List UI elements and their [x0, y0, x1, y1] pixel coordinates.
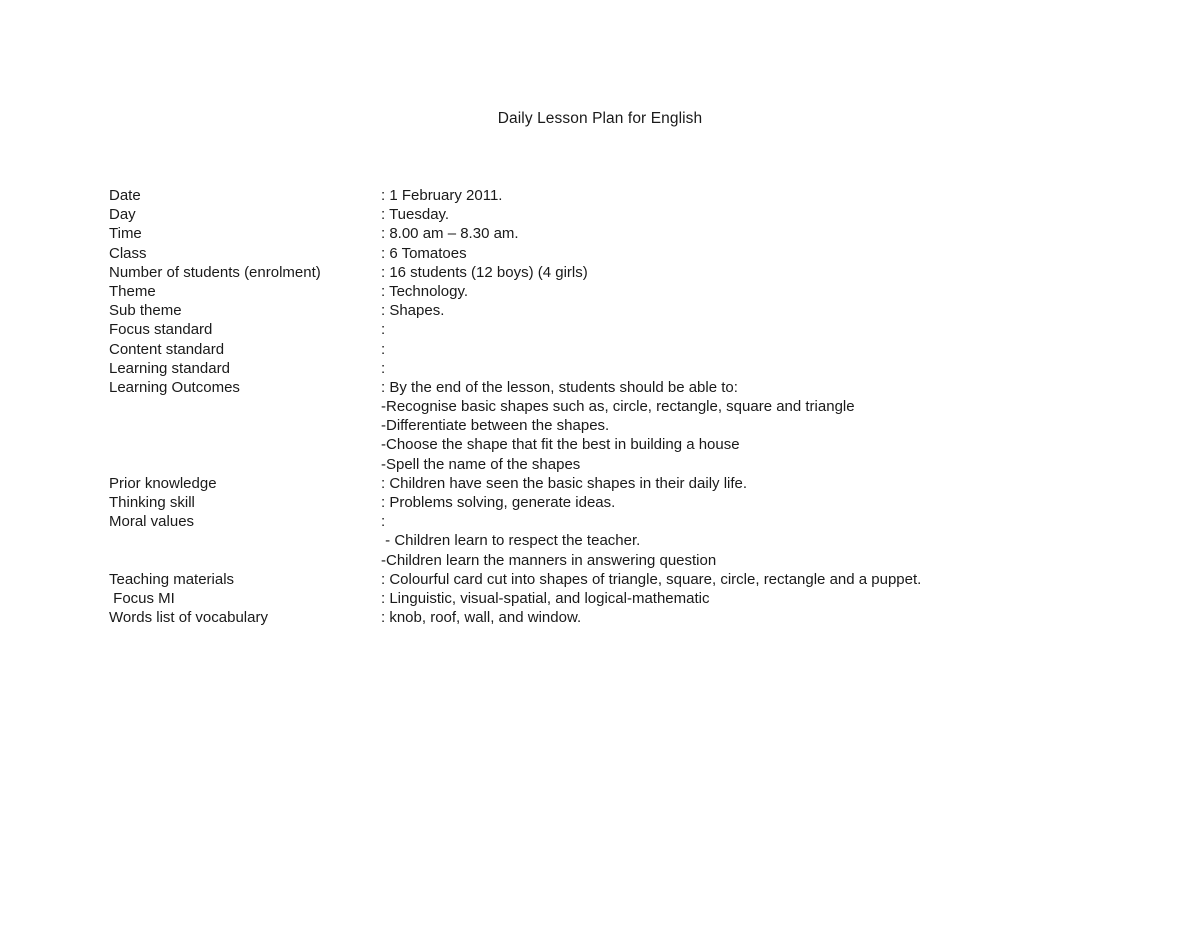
row-value: -Differentiate between the shapes. — [381, 417, 610, 435]
row-label: Learning standard — [109, 359, 230, 377]
plan-row-outcome-item — [109, 397, 1169, 416]
row-label: Sub theme — [109, 302, 182, 320]
row-value: : Linguistic, visual-spatial, and logical-mathematic — [381, 589, 710, 607]
row-label — [109, 551, 381, 570]
plan-row-moral-item — [109, 551, 1169, 570]
row-value: : — [381, 340, 386, 358]
row-label: Focus MI — [109, 589, 175, 607]
row-value: : knob, roof, wall, and window. — [381, 609, 582, 627]
plan-row-learning-outcomes — [109, 378, 1169, 397]
row-value: -Children learn the manners in answering question — [381, 551, 717, 569]
plan-row-class — [109, 244, 1169, 263]
row-value: : 6 Tomatoes — [381, 244, 467, 262]
row-value: : Problems solving, generate ideas. — [381, 494, 616, 511]
plan-row-focus-mi — [109, 589, 1169, 608]
row-label: Moral values — [109, 513, 195, 531]
plan-row-learning-standard — [109, 359, 1169, 378]
row-label: Teaching materials — [109, 570, 235, 588]
plan-row-vocabulary — [109, 608, 1169, 627]
plan-row-sub-theme — [109, 301, 1169, 320]
plan-row-prior-knowledge — [109, 474, 1169, 493]
row-value: : — [381, 359, 386, 377]
plan-row-thinking-skill — [109, 493, 1169, 512]
row-value: -Choose the shape that fit the best in building a house — [381, 436, 740, 454]
row-label: Thinking skill — [109, 494, 195, 511]
row-label — [109, 397, 381, 416]
row-value: : Tuesday. — [381, 206, 450, 224]
row-label — [109, 531, 381, 550]
row-label: Content standard — [109, 340, 225, 358]
row-label: Theme — [109, 282, 156, 300]
row-label: Prior knowledge — [109, 474, 217, 492]
row-value: : Shapes. — [381, 302, 445, 320]
plan-row-number-of-students — [109, 263, 1169, 282]
plan-row-outcome-item — [109, 455, 1169, 474]
row-value: : — [381, 321, 386, 339]
row-label: Time — [109, 225, 142, 243]
row-value: : 1 February 2011. — [381, 187, 503, 204]
row-label: Number of students (enrolment) — [109, 263, 321, 281]
plan-row-moral-item — [109, 531, 1169, 550]
row-label — [109, 416, 381, 435]
row-label: Learning Outcomes — [109, 378, 240, 396]
row-value: -Recognise basic shapes such as, circle, rectangle, square and triangle — [381, 398, 855, 416]
plan-row-date — [109, 186, 1169, 205]
row-value: : Technology. — [381, 282, 469, 300]
row-label: Class — [109, 244, 147, 262]
row-value: : Colourful card cut into shapes of triangle, square, circle, rectangle and a puppet. — [381, 570, 922, 588]
row-label: Focus standard — [109, 321, 213, 339]
plan-row-theme — [109, 282, 1169, 301]
row-label — [109, 435, 381, 454]
row-value: : 16 students (12 boys) (4 girls) — [381, 263, 588, 281]
row-label — [109, 455, 381, 474]
plan-row-outcome-item — [109, 435, 1169, 454]
row-label: Date — [109, 187, 141, 204]
plan-row-moral-values — [109, 512, 1169, 531]
plan-row-teaching-materials — [109, 570, 1169, 589]
row-value: : Children have seen the basic shapes in their daily life. — [381, 474, 748, 492]
document-title: Daily Lesson Plan for English — [497, 110, 703, 127]
plan-row-outcome-item — [109, 416, 1169, 435]
row-value: : By the end of the lesson, students should be able to: — [381, 378, 738, 396]
plan-row-day — [109, 205, 1169, 224]
row-label: Words list of vocabulary — [109, 609, 268, 627]
lesson-plan-details — [109, 186, 1169, 627]
plan-row-content-standard — [109, 340, 1169, 359]
row-value: : 8.00 am – 8.30 am. — [381, 225, 519, 243]
row-label: Day — [109, 206, 136, 224]
row-value: : — [381, 513, 386, 531]
plan-row-time — [109, 224, 1169, 243]
row-value: -Spell the name of the shapes — [381, 455, 581, 473]
row-value: - Children learn to respect the teacher. — [381, 532, 641, 550]
plan-row-focus-standard — [109, 320, 1169, 339]
